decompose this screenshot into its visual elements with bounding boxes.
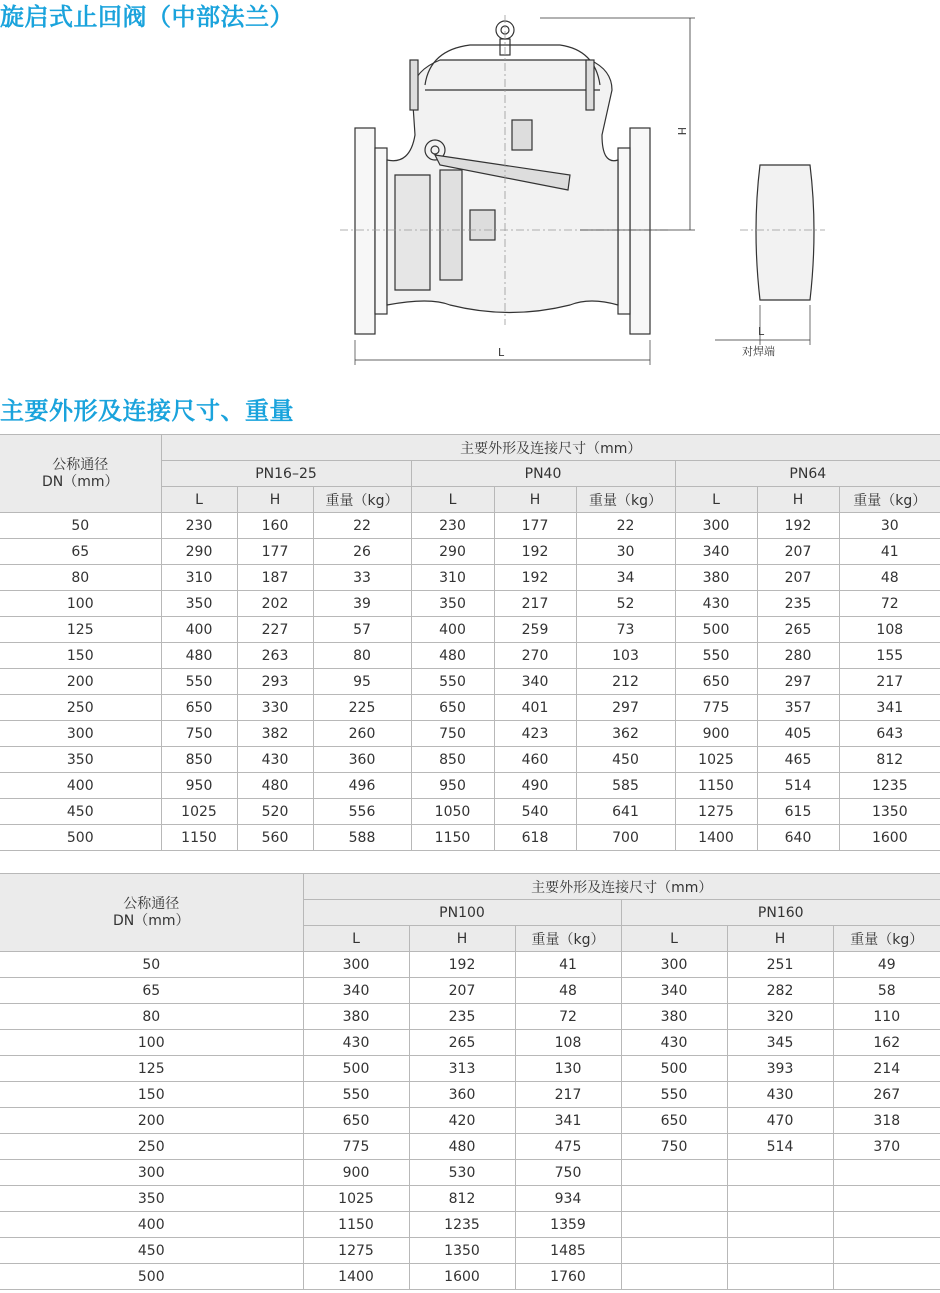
value-cell: 33: [313, 565, 411, 591]
value-cell: 207: [757, 565, 839, 591]
table-row: [0, 669, 940, 695]
dn-cell: 400: [0, 1212, 303, 1238]
value-cell: 207: [757, 539, 839, 565]
column-header: L: [411, 487, 494, 513]
value-cell: 430: [303, 1030, 409, 1056]
value-cell: 380: [675, 565, 757, 591]
value-cell: 212: [576, 669, 675, 695]
table-row: [0, 539, 940, 565]
dn-cell: 250: [0, 1134, 303, 1160]
value-cell: 1235: [839, 773, 940, 799]
value-cell: 1050: [411, 799, 494, 825]
value-cell: 850: [161, 747, 237, 773]
value-cell: 550: [411, 669, 494, 695]
value-cell: 340: [621, 978, 727, 1004]
value-cell: 130: [515, 1056, 621, 1082]
dn-cell: 100: [0, 591, 161, 617]
value-cell: 217: [515, 1082, 621, 1108]
value-cell: [727, 1238, 833, 1264]
value-cell: 235: [409, 1004, 515, 1030]
value-cell: 850: [411, 747, 494, 773]
value-cell: 1350: [409, 1238, 515, 1264]
value-cell: 49: [833, 952, 940, 978]
value-cell: 290: [161, 539, 237, 565]
dn-cell: 80: [0, 1004, 303, 1030]
value-cell: 30: [576, 539, 675, 565]
value-cell: 900: [303, 1160, 409, 1186]
value-cell: 950: [161, 773, 237, 799]
column-header: 重量（kg）: [833, 926, 940, 952]
dn-cell: 150: [0, 643, 161, 669]
value-cell: 230: [161, 513, 237, 539]
value-cell: 318: [833, 1108, 940, 1134]
column-header: H: [727, 926, 833, 952]
value-cell: [727, 1160, 833, 1186]
value-cell: 350: [411, 591, 494, 617]
value-cell: 750: [621, 1134, 727, 1160]
table-row: [0, 1108, 940, 1134]
value-cell: 500: [303, 1056, 409, 1082]
value-cell: 80: [313, 643, 411, 669]
class-header: PN16–25: [161, 461, 411, 487]
column-header: H: [409, 926, 515, 952]
value-cell: 618: [494, 825, 576, 851]
dn-label-2: DN（mm）: [112, 912, 190, 929]
value-cell: 48: [515, 978, 621, 1004]
dn-cell: 125: [0, 617, 161, 643]
value-cell: 1150: [675, 773, 757, 799]
value-cell: 900: [675, 721, 757, 747]
dn-cell: 400: [0, 773, 161, 799]
value-cell: 750: [515, 1160, 621, 1186]
value-cell: 700: [576, 825, 675, 851]
value-cell: [833, 1160, 940, 1186]
value-cell: 540: [494, 799, 576, 825]
value-cell: 380: [303, 1004, 409, 1030]
value-cell: 460: [494, 747, 576, 773]
value-cell: 162: [833, 1030, 940, 1056]
value-cell: 550: [303, 1082, 409, 1108]
value-cell: 430: [727, 1082, 833, 1108]
value-cell: 641: [576, 799, 675, 825]
value-cell: [833, 1212, 940, 1238]
value-cell: 775: [675, 695, 757, 721]
value-cell: 230: [411, 513, 494, 539]
value-cell: 108: [515, 1030, 621, 1056]
value-cell: 775: [303, 1134, 409, 1160]
value-cell: 650: [411, 695, 494, 721]
value-cell: 350: [161, 591, 237, 617]
table-row: [0, 1004, 940, 1030]
dn-cell: 350: [0, 747, 161, 773]
value-cell: 405: [757, 721, 839, 747]
value-cell: 187: [237, 565, 313, 591]
column-header: 重量（kg）: [313, 487, 411, 513]
value-cell: 560: [237, 825, 313, 851]
value-cell: 550: [161, 669, 237, 695]
table-row: [0, 1212, 940, 1238]
value-cell: 340: [675, 539, 757, 565]
value-cell: 300: [675, 513, 757, 539]
value-cell: 430: [621, 1030, 727, 1056]
value-cell: [833, 1186, 940, 1212]
value-cell: 282: [727, 978, 833, 1004]
column-header: 重量（kg）: [515, 926, 621, 952]
value-cell: 1600: [409, 1264, 515, 1290]
dn-cell: 125: [0, 1056, 303, 1082]
section-title: 主要外形及连接尺寸、重量: [0, 397, 294, 425]
value-cell: 401: [494, 695, 576, 721]
table-row: [0, 1238, 940, 1264]
value-cell: 450: [576, 747, 675, 773]
value-cell: 267: [833, 1082, 940, 1108]
value-cell: 1025: [303, 1186, 409, 1212]
table-row: [0, 1030, 940, 1056]
dn-label-2: DN（mm）: [41, 473, 119, 490]
value-cell: 341: [515, 1108, 621, 1134]
table-row: [0, 643, 940, 669]
value-cell: 550: [675, 643, 757, 669]
value-cell: 500: [675, 617, 757, 643]
dn-cell: 500: [0, 825, 161, 851]
value-cell: 300: [303, 952, 409, 978]
value-cell: 430: [675, 591, 757, 617]
value-cell: 420: [409, 1108, 515, 1134]
value-cell: [727, 1212, 833, 1238]
column-header: L: [303, 926, 409, 952]
value-cell: 556: [313, 799, 411, 825]
table-row: [0, 591, 940, 617]
value-cell: 265: [409, 1030, 515, 1056]
column-header: L: [621, 926, 727, 952]
value-cell: 72: [515, 1004, 621, 1030]
dn-cell: 450: [0, 1238, 303, 1264]
table-row: [0, 1186, 940, 1212]
table-row: [0, 747, 940, 773]
table-row: [0, 513, 940, 539]
value-cell: [833, 1238, 940, 1264]
value-cell: 313: [409, 1056, 515, 1082]
value-cell: 341: [839, 695, 940, 721]
value-cell: 514: [757, 773, 839, 799]
class-header: PN40: [411, 461, 675, 487]
value-cell: 155: [839, 643, 940, 669]
table-row: [0, 565, 940, 591]
value-cell: 39: [313, 591, 411, 617]
value-cell: 340: [303, 978, 409, 1004]
dn-label-1: 公称通径: [123, 895, 180, 912]
dn-cell: 200: [0, 669, 161, 695]
value-cell: 650: [621, 1108, 727, 1134]
group-header: 主要外形及连接尺寸（mm）: [303, 874, 940, 900]
value-cell: 214: [833, 1056, 940, 1082]
value-cell: 370: [833, 1134, 940, 1160]
value-cell: 22: [576, 513, 675, 539]
value-cell: 217: [494, 591, 576, 617]
value-cell: 52: [576, 591, 675, 617]
value-cell: 588: [313, 825, 411, 851]
value-cell: 41: [515, 952, 621, 978]
value-cell: [621, 1212, 727, 1238]
value-cell: 251: [727, 952, 833, 978]
value-cell: [833, 1264, 940, 1290]
value-cell: 1150: [411, 825, 494, 851]
value-cell: 496: [313, 773, 411, 799]
value-cell: 1400: [675, 825, 757, 851]
value-cell: 260: [313, 721, 411, 747]
value-cell: 480: [411, 643, 494, 669]
value-cell: [621, 1160, 727, 1186]
value-cell: 340: [494, 669, 576, 695]
table-row: [0, 1160, 940, 1186]
value-cell: 217: [839, 669, 940, 695]
value-cell: 480: [237, 773, 313, 799]
value-cell: 72: [839, 591, 940, 617]
column-header: H: [494, 487, 576, 513]
value-cell: 750: [411, 721, 494, 747]
value-cell: 22: [313, 513, 411, 539]
table-row: [0, 1134, 940, 1160]
value-cell: 650: [303, 1108, 409, 1134]
value-cell: 380: [621, 1004, 727, 1030]
value-cell: 520: [237, 799, 313, 825]
value-cell: 310: [411, 565, 494, 591]
table-row: [0, 1082, 940, 1108]
value-cell: 235: [757, 591, 839, 617]
value-cell: 514: [727, 1134, 833, 1160]
value-cell: 73: [576, 617, 675, 643]
dn-cell: 300: [0, 721, 161, 747]
class-header: PN160: [621, 900, 940, 926]
value-cell: [727, 1264, 833, 1290]
value-cell: 177: [237, 539, 313, 565]
value-cell: 280: [757, 643, 839, 669]
dn-cell: 100: [0, 1030, 303, 1056]
value-cell: 360: [313, 747, 411, 773]
value-cell: 480: [409, 1134, 515, 1160]
value-cell: 1025: [161, 799, 237, 825]
value-cell: 177: [494, 513, 576, 539]
column-header: H: [757, 487, 839, 513]
table-row: [0, 773, 940, 799]
table-row: [0, 721, 940, 747]
value-cell: 330: [237, 695, 313, 721]
weld-l-label: L: [758, 325, 765, 338]
value-cell: 297: [576, 695, 675, 721]
value-cell: 108: [839, 617, 940, 643]
value-cell: 1400: [303, 1264, 409, 1290]
dn-cell: 50: [0, 513, 161, 539]
group-header: 主要外形及连接尺寸（mm）: [161, 435, 940, 461]
value-cell: [621, 1264, 727, 1290]
value-cell: 1150: [303, 1212, 409, 1238]
value-cell: 812: [409, 1186, 515, 1212]
value-cell: 950: [411, 773, 494, 799]
table-row: [0, 978, 940, 1004]
valve-drawing: [340, 15, 840, 365]
value-cell: 259: [494, 617, 576, 643]
dn-cell: 65: [0, 978, 303, 1004]
column-header: L: [161, 487, 237, 513]
value-cell: 345: [727, 1030, 833, 1056]
dimensions-table-pn16-64: [0, 434, 940, 851]
column-header: 重量（kg）: [839, 487, 940, 513]
weld-end-caption: 对焊端: [742, 345, 775, 358]
value-cell: 480: [161, 643, 237, 669]
value-cell: 290: [411, 539, 494, 565]
class-header: PN64: [675, 461, 940, 487]
value-cell: 310: [161, 565, 237, 591]
table-row: [0, 695, 940, 721]
value-cell: 400: [411, 617, 494, 643]
value-cell: 1760: [515, 1264, 621, 1290]
value-cell: 192: [494, 565, 576, 591]
value-cell: 650: [675, 669, 757, 695]
value-cell: 1150: [161, 825, 237, 851]
value-cell: 192: [494, 539, 576, 565]
dn-cell: 300: [0, 1160, 303, 1186]
dn-cell: 80: [0, 565, 161, 591]
value-cell: 192: [409, 952, 515, 978]
value-cell: 293: [237, 669, 313, 695]
table-row: [0, 825, 940, 851]
value-cell: 34: [576, 565, 675, 591]
value-cell: [621, 1238, 727, 1264]
value-cell: 750: [161, 721, 237, 747]
dn-header: [0, 435, 161, 513]
value-cell: 265: [757, 617, 839, 643]
column-header: 重量（kg）: [576, 487, 675, 513]
value-cell: 475: [515, 1134, 621, 1160]
value-cell: 30: [839, 513, 940, 539]
dn-cell: 50: [0, 952, 303, 978]
value-cell: 270: [494, 643, 576, 669]
value-cell: 500: [621, 1056, 727, 1082]
table-row: [0, 799, 940, 825]
value-cell: 103: [576, 643, 675, 669]
value-cell: 207: [409, 978, 515, 1004]
value-cell: 263: [237, 643, 313, 669]
product-title: 旋启式止回阀（中部法兰）: [0, 3, 294, 31]
value-cell: 360: [409, 1082, 515, 1108]
value-cell: 423: [494, 721, 576, 747]
dn-header: [0, 874, 303, 952]
value-cell: 643: [839, 721, 940, 747]
value-cell: [727, 1186, 833, 1212]
value-cell: 640: [757, 825, 839, 851]
table-row: [0, 617, 940, 643]
dim-h-label: H: [675, 127, 688, 136]
value-cell: 48: [839, 565, 940, 591]
value-cell: 400: [161, 617, 237, 643]
value-cell: 192: [757, 513, 839, 539]
value-cell: 530: [409, 1160, 515, 1186]
value-cell: 95: [313, 669, 411, 695]
value-cell: 58: [833, 978, 940, 1004]
value-cell: [621, 1186, 727, 1212]
value-cell: 57: [313, 617, 411, 643]
value-cell: 297: [757, 669, 839, 695]
value-cell: 550: [621, 1082, 727, 1108]
value-cell: 41: [839, 539, 940, 565]
value-cell: 110: [833, 1004, 940, 1030]
value-cell: 225: [313, 695, 411, 721]
table-row: [0, 952, 940, 978]
value-cell: 470: [727, 1108, 833, 1134]
value-cell: 160: [237, 513, 313, 539]
value-cell: 1235: [409, 1212, 515, 1238]
value-cell: 1275: [675, 799, 757, 825]
value-cell: 1600: [839, 825, 940, 851]
column-header: H: [237, 487, 313, 513]
dn-label-1: 公称通径: [52, 456, 109, 473]
value-cell: 934: [515, 1186, 621, 1212]
value-cell: 1275: [303, 1238, 409, 1264]
dn-cell: 350: [0, 1186, 303, 1212]
dn-cell: 65: [0, 539, 161, 565]
dn-cell: 500: [0, 1264, 303, 1290]
dn-cell: 450: [0, 799, 161, 825]
value-cell: 1025: [675, 747, 757, 773]
dn-cell: 200: [0, 1108, 303, 1134]
dimensions-table-pn100-160: [0, 873, 940, 1290]
value-cell: 490: [494, 773, 576, 799]
value-cell: 320: [727, 1004, 833, 1030]
value-cell: 1359: [515, 1212, 621, 1238]
dn-cell: 150: [0, 1082, 303, 1108]
value-cell: 202: [237, 591, 313, 617]
value-cell: 812: [839, 747, 940, 773]
value-cell: 26: [313, 539, 411, 565]
value-cell: 362: [576, 721, 675, 747]
value-cell: 357: [757, 695, 839, 721]
value-cell: 615: [757, 799, 839, 825]
table-row: [0, 1264, 940, 1290]
value-cell: 300: [621, 952, 727, 978]
value-cell: 1350: [839, 799, 940, 825]
table-row: [0, 1056, 940, 1082]
value-cell: 430: [237, 747, 313, 773]
value-cell: 585: [576, 773, 675, 799]
dim-l-label: L: [498, 346, 505, 359]
dn-cell: 250: [0, 695, 161, 721]
class-header: PN100: [303, 900, 621, 926]
value-cell: 465: [757, 747, 839, 773]
column-header: L: [675, 487, 757, 513]
value-cell: 227: [237, 617, 313, 643]
value-cell: 650: [161, 695, 237, 721]
value-cell: 382: [237, 721, 313, 747]
value-cell: 1485: [515, 1238, 621, 1264]
value-cell: 393: [727, 1056, 833, 1082]
